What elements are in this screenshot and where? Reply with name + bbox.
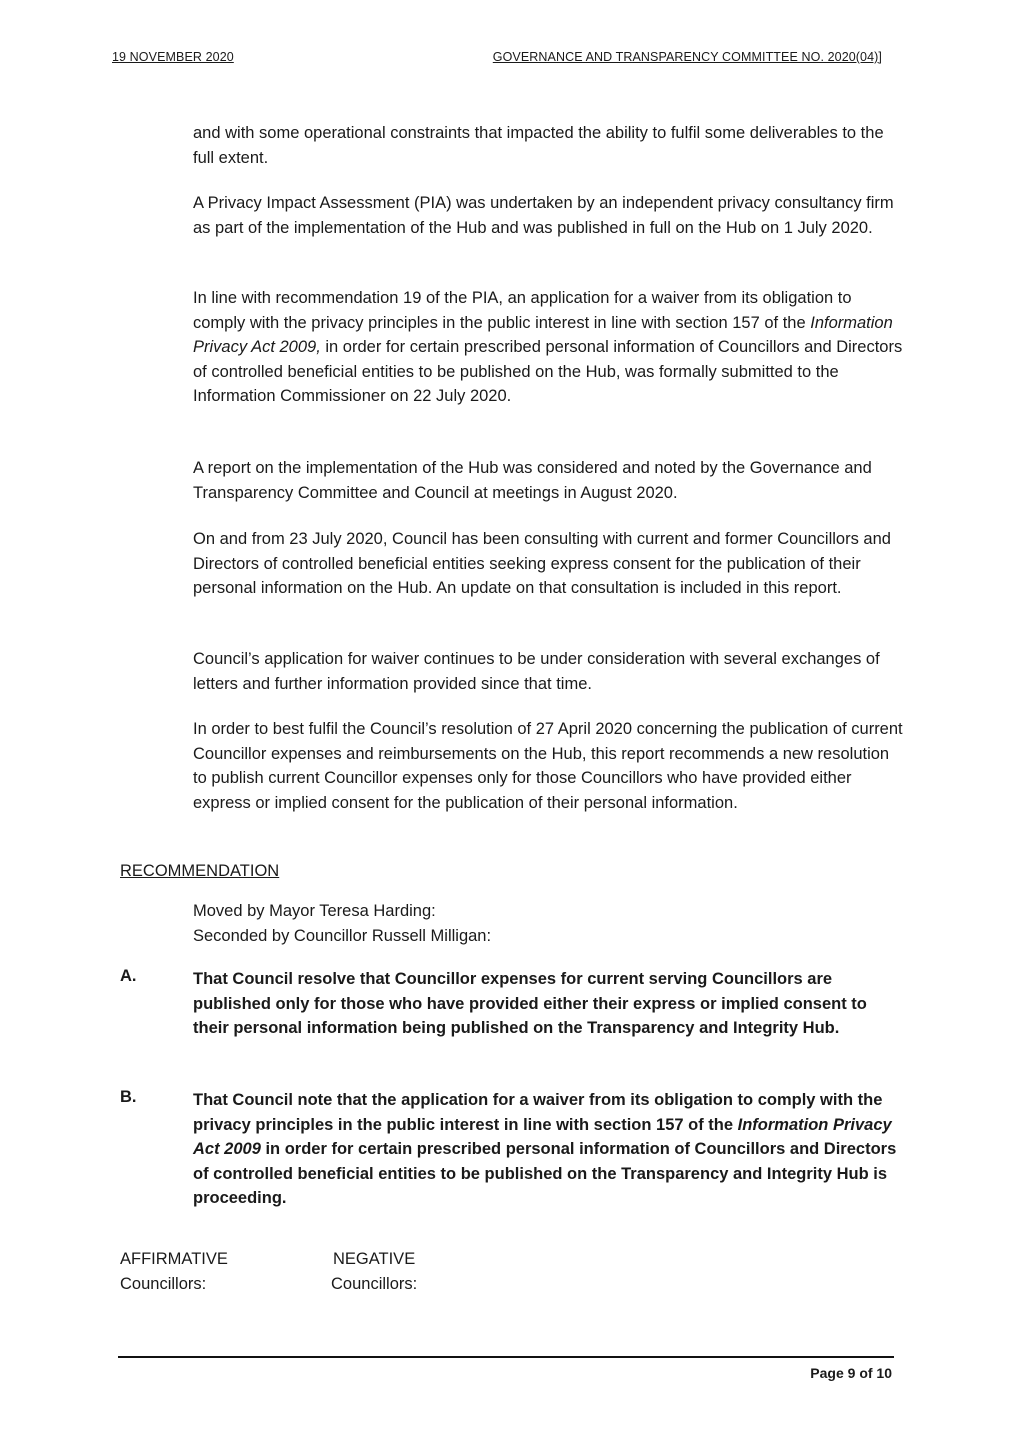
recommendation-heading: RECOMMENDATION [120, 862, 280, 880]
paragraph-text-part: In line with recommendation 19 of the PIA, an application for a waiver from its obligation to comply with the privacy principles in the public interest in line with section 157 of the [193, 289, 852, 332]
paragraph-text: In order to best fulfil the Council’s resolution of 27 April 2020 concerning the publication of current Councillor expenses and reimbursements on the Hub, this report recommends a new resolution to publish current Councillor expenses only for those Councillors who have provided either express or implied consent for the publication of their personal information. [193, 720, 903, 812]
header-committee-title: GOVERNANCE AND TRANSPARENCY COMMITTEE NO. 2020(04)] [492, 50, 882, 64]
footer-divider [118, 1356, 894, 1358]
resolution-text-part: That Council note that the application for a waiver from its obligation to comply with the privacy principles in the public interest in line with section 157 of the [193, 1091, 883, 1134]
paragraph-text: A Privacy Impact Assessment (PIA) was undertaken by an independent privacy consultancy firm as part of the implementation of the Hub and was published in full on the Hub on 1 July 2020. [193, 194, 894, 237]
vote-negative-heading: NEGATIVE [332, 1250, 416, 1268]
body-paragraph-2 [193, 191, 905, 240]
resolution-a-text: That Council resolve that Councillor expenses for current serving Councillors are published only for those who have provided either their express or implied consent to their personal information being published on the Transparency and Integrity Hub. [193, 970, 867, 1038]
vote-negative-councillors: Councillors: [331, 1274, 418, 1293]
resolution-a-label: A. [120, 967, 137, 985]
paragraph-text: Council’s application for waiver continues to be under consideration with several exchanges of letters and further information provided since that time. [193, 650, 880, 693]
resolution-b-label: B. [120, 1088, 137, 1106]
body-paragraph-6 [193, 647, 905, 696]
body-paragraph-1 [193, 121, 905, 170]
paragraph-text [193, 286, 905, 409]
paragraph-text: A report on the implementation of the Hub was considered and noted by the Governance and Transparency Committee and Council at meetings in August 2020. [193, 459, 872, 502]
act-title-italic: Information Privacy Act 2009, [193, 313, 893, 357]
resolution-b-text [193, 1088, 905, 1211]
vote-affirmative-councillors: Councillors: [120, 1274, 207, 1293]
moved-by: Moved by Mayor Teresa Harding: [193, 902, 436, 920]
seconded-by: Seconded by Councillor Russell Milligan: [193, 926, 492, 945]
body-paragraph-5 [193, 527, 905, 601]
paragraph-text: On and from 23 July 2020, Council has been consulting with current and former Councillors and Directors of controlled beneficial entities seeking express consent for the publication of their personal information on the Hub. An update on that consultation is included in this report. [193, 530, 891, 598]
vote-negative [331, 1247, 417, 1296]
resolution-text-part: in order for certain prescribed personal information of Councillors and Directors of controlled beneficial entities to be published on the Transparency and Integrity Hub is proceeding. [193, 1140, 897, 1208]
vote-affirmative-heading: AFFIRMATIVE [120, 1250, 228, 1268]
vote-affirmative [120, 1247, 228, 1296]
body-paragraph-7 [193, 717, 905, 815]
header-date: 19 NOVEMBER 2020 [112, 50, 234, 64]
body-paragraph-3 [193, 286, 905, 409]
mover-block [193, 899, 491, 948]
paragraph-text-part: in order for certain prescribed personal information of Councillors and Directors of controlled beneficial entities to be published on the Hub, was formally submitted to the Information Commissioner on 22 July 2020. [193, 338, 903, 406]
act-title-italic: Information Privacy Act 2009 [193, 1115, 892, 1159]
body-paragraph-4 [193, 456, 905, 505]
page-number: Page 9 of 10 [810, 1365, 892, 1381]
paragraph-text: and with some operational constraints that impacted the ability to fulfil some deliverables to the full extent. [193, 124, 884, 167]
